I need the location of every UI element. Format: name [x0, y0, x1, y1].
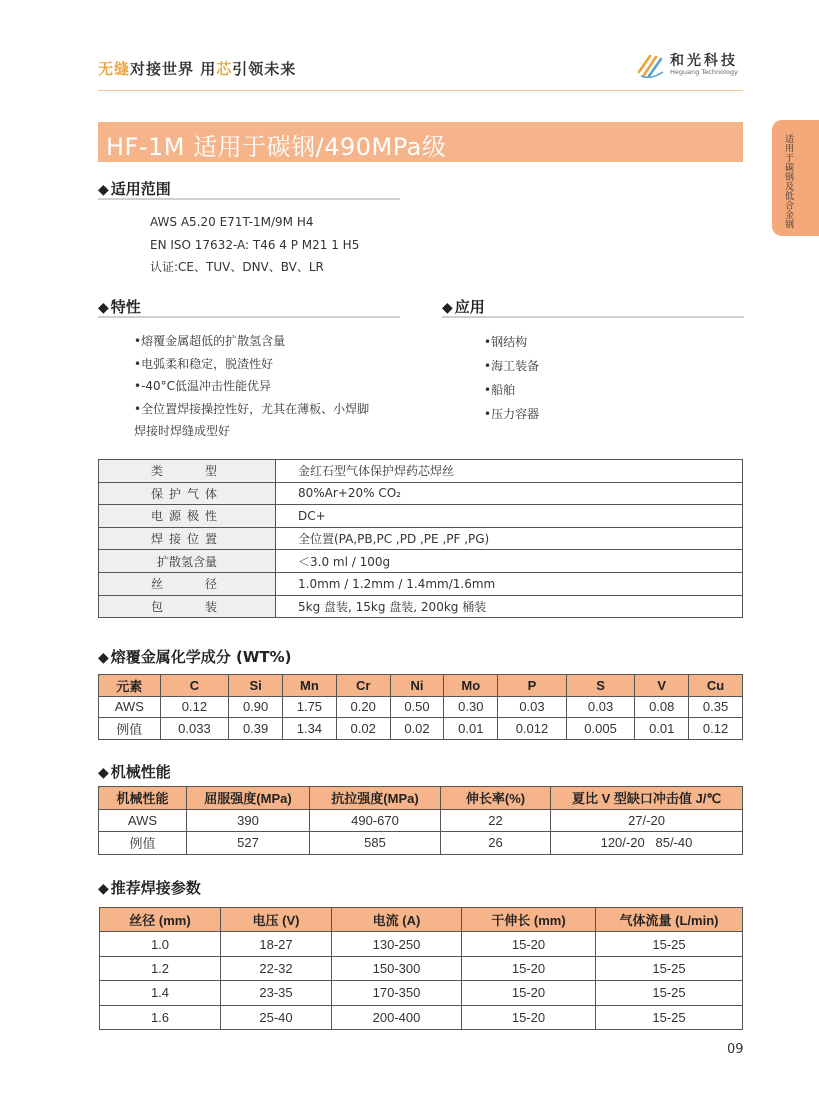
table-cell: 585: [310, 832, 441, 855]
column-header: Cr: [336, 675, 390, 697]
table-cell: 1.75: [283, 696, 337, 718]
table-row: [100, 956, 743, 980]
table-cell: 0.12: [689, 718, 743, 740]
slogan-text-d: 引领未来: [232, 60, 297, 78]
column-header: Mn: [283, 675, 337, 697]
column-header: 电流 (A): [332, 908, 462, 932]
table-row: [100, 981, 743, 1005]
table-cell: 15-25: [596, 981, 743, 1005]
diamond-bullet-icon: ◆: [98, 650, 109, 666]
section-heading-features: [98, 296, 141, 317]
table-header-row: [99, 787, 743, 810]
table-cell: 0.01: [635, 718, 689, 740]
table-cell: 0.50: [390, 696, 444, 718]
column-header: 元素: [99, 675, 161, 697]
table-cell: 0.90: [229, 696, 283, 718]
table-row: [99, 460, 743, 483]
spec-value: 5kg 盘装, 15kg 盘装, 200kg 桶装: [276, 595, 743, 618]
spec-value: 80%Ar+20% CO₂: [276, 482, 743, 505]
feature-item: •电弧柔和稳定，脱渣性好: [134, 356, 274, 371]
table-cell: 0.20: [336, 696, 390, 718]
table-cell: 15-20: [462, 1005, 596, 1029]
table-cell: 0.033: [160, 718, 229, 740]
table-cell: 22-32: [221, 956, 332, 980]
column-header: Si: [229, 675, 283, 697]
table-cell: 例值: [99, 718, 161, 740]
table-header-row: [99, 675, 743, 697]
spec-key: 电源极性: [99, 505, 276, 528]
table-cell: 0.30: [444, 696, 498, 718]
scope-line: 认证:CE、TUV、DNV、BV、LR: [150, 260, 324, 274]
table-cell: 22: [441, 809, 551, 832]
table-row: [99, 718, 743, 740]
table-cell: 23-35: [221, 981, 332, 1005]
table-cell: 27/-20: [551, 809, 743, 832]
brand-mark-icon: [636, 50, 666, 80]
header-slogan: [98, 58, 296, 79]
spec-value: ＜3.0 ml / 100g: [276, 550, 743, 573]
column-header: Cu: [689, 675, 743, 697]
table-cell: 0.01: [444, 718, 498, 740]
slogan-highlight-c: 芯: [216, 60, 233, 78]
product-title: HF-1M 适用于碳钢/490MPa级: [106, 133, 447, 161]
column-header: Ni: [390, 675, 444, 697]
column-header: 丝径 (mm): [100, 908, 221, 932]
table-cell: 例值: [99, 832, 187, 855]
mech-heading-text: 机械性能: [110, 763, 171, 781]
scope-heading-text: 适用范围: [110, 180, 171, 198]
table-cell: 15-20: [462, 956, 596, 980]
mech-table: [98, 786, 743, 855]
section-heading-weld: [98, 877, 201, 898]
brand-english-name: Heguang Technology: [670, 68, 738, 76]
section-rule: [98, 316, 400, 318]
table-cell: 0.39: [229, 718, 283, 740]
column-header: 夏比 V 型缺口冲击值 J/℃: [551, 787, 743, 810]
feature-item: •全位置焊接操控性好，尤其在薄板、小焊脚: [134, 401, 370, 416]
table-cell: 15-20: [462, 981, 596, 1005]
section-rule: [98, 198, 400, 200]
slogan-text-b: 对接世界 用: [130, 60, 217, 78]
slogan-highlight-a: 无缝: [98, 60, 131, 78]
side-category-tab[interactable]: [772, 120, 819, 236]
spec-key: 焊接位置: [99, 527, 276, 550]
table-cell: 25-40: [221, 1005, 332, 1029]
table-row: [99, 809, 743, 832]
application-item: •船舶: [484, 383, 516, 397]
table-row: [99, 595, 743, 618]
applications-list: [484, 330, 539, 426]
column-header: S: [566, 675, 635, 697]
features-heading-text: 特性: [110, 298, 141, 316]
section-heading-scope: [98, 178, 171, 199]
table-cell: 1.0: [100, 932, 221, 956]
page-number: 09: [727, 1042, 744, 1057]
chem-table: [98, 674, 743, 740]
table-row: [99, 696, 743, 718]
column-header: 电压 (V): [221, 908, 332, 932]
brand-name: 和光科技: [670, 53, 738, 69]
weld-param-table: [99, 907, 743, 1030]
table-row: [100, 1005, 743, 1029]
application-item: •压力容器: [484, 407, 540, 421]
table-row: [99, 832, 743, 855]
table-cell: 0.08: [635, 696, 689, 718]
spec-value: DC+: [276, 505, 743, 528]
diamond-bullet-icon: ◆: [98, 300, 109, 316]
chem-heading-text: 熔覆金属化学成分 (WT%): [110, 648, 292, 666]
section-rule: [442, 316, 744, 318]
table-cell: 490-670: [310, 809, 441, 832]
column-header: 抗拉强度(MPa): [310, 787, 441, 810]
table-cell: 0.35: [689, 696, 743, 718]
scope-lines: [150, 211, 359, 279]
scope-line: EN ISO 17632-A: T46 4 P M21 1 H5: [150, 237, 360, 252]
feature-item: 焊接时焊缝成型好: [134, 424, 231, 438]
table-row: [100, 932, 743, 956]
brand-logo: [636, 48, 756, 84]
column-header: 屈服强度(MPa): [187, 787, 310, 810]
column-header: C: [160, 675, 229, 697]
spec-value: 全位置(PA,PB,PC ,PD ,PE ,PF ,PG): [276, 527, 743, 550]
table-cell: 0.03: [498, 696, 567, 718]
table-cell: 120/-20 85/-40: [551, 832, 743, 855]
table-cell: 15-20: [462, 932, 596, 956]
header-divider: [98, 90, 743, 91]
table-header-row: [100, 908, 743, 932]
column-header: V: [635, 675, 689, 697]
application-item: •钢结构: [484, 335, 528, 349]
table-cell: 200-400: [332, 1005, 462, 1029]
column-header: 气体流量 (L/min): [596, 908, 743, 932]
weld-heading-text: 推荐焊接参数: [110, 879, 201, 897]
table-cell: 0.02: [390, 718, 444, 740]
spec-key: 保护气体: [99, 482, 276, 505]
table-row: [99, 572, 743, 595]
column-header: 机械性能: [99, 787, 187, 810]
diamond-bullet-icon: ◆: [98, 182, 109, 198]
table-cell: 0.02: [336, 718, 390, 740]
application-item: •海工装备: [484, 359, 540, 373]
table-cell: 0.012: [498, 718, 567, 740]
spec-key: 类 型: [99, 460, 276, 483]
column-header: 干伸长 (mm): [462, 908, 596, 932]
table-row: [99, 482, 743, 505]
table-cell: 15-25: [596, 1005, 743, 1029]
column-header: 伸长率(%): [441, 787, 551, 810]
spec-table: [98, 459, 743, 618]
table-cell: 0.03: [566, 696, 635, 718]
table-cell: 170-350: [332, 981, 462, 1005]
table-cell: 390: [187, 809, 310, 832]
table-cell: AWS: [99, 809, 187, 832]
spec-value: 金红石型气体保护焊药芯焊丝: [276, 460, 743, 483]
table-cell: 18-27: [221, 932, 332, 956]
table-cell: 1.34: [283, 718, 337, 740]
table-cell: 0.12: [160, 696, 229, 718]
table-cell: 1.2: [100, 956, 221, 980]
diamond-bullet-icon: ◆: [98, 881, 109, 897]
table-cell: 15-25: [596, 956, 743, 980]
section-heading-chem: [98, 646, 292, 667]
table-cell: 130-250: [332, 932, 462, 956]
table-cell: AWS: [99, 696, 161, 718]
table-row: [99, 527, 743, 550]
section-heading-mech: [98, 761, 171, 782]
table-cell: 1.6: [100, 1005, 221, 1029]
table-cell: 15-25: [596, 932, 743, 956]
table-row: [99, 550, 743, 573]
side-tab-label: 适用于碳钢及低合金钢: [783, 134, 793, 229]
feature-item: •-40°C低温冲击性能优异: [134, 379, 272, 393]
spec-key: 丝 径: [99, 572, 276, 595]
spec-key: 包 装: [99, 595, 276, 618]
feature-item: •熔覆金属超低的扩散氢含量: [134, 334, 286, 348]
table-cell: 150-300: [332, 956, 462, 980]
features-list: [134, 330, 369, 443]
diamond-bullet-icon: ◆: [442, 300, 453, 316]
table-cell: 26: [441, 832, 551, 855]
column-header: Mo: [444, 675, 498, 697]
table-cell: 527: [187, 832, 310, 855]
applications-heading-text: 应用: [454, 298, 485, 316]
spec-value: 1.0mm / 1.2mm / 1.4mm/1.6mm: [276, 572, 743, 595]
table-cell: 0.005: [566, 718, 635, 740]
table-cell: 1.4: [100, 981, 221, 1005]
column-header: P: [498, 675, 567, 697]
section-heading-applications: [442, 296, 485, 317]
product-title-bar: [98, 122, 743, 162]
spec-key: 扩散氢含量: [99, 550, 276, 573]
scope-line: AWS A5.20 E71T-1M/9M H4: [150, 215, 314, 229]
diamond-bullet-icon: ◆: [98, 765, 109, 781]
table-row: [99, 505, 743, 528]
